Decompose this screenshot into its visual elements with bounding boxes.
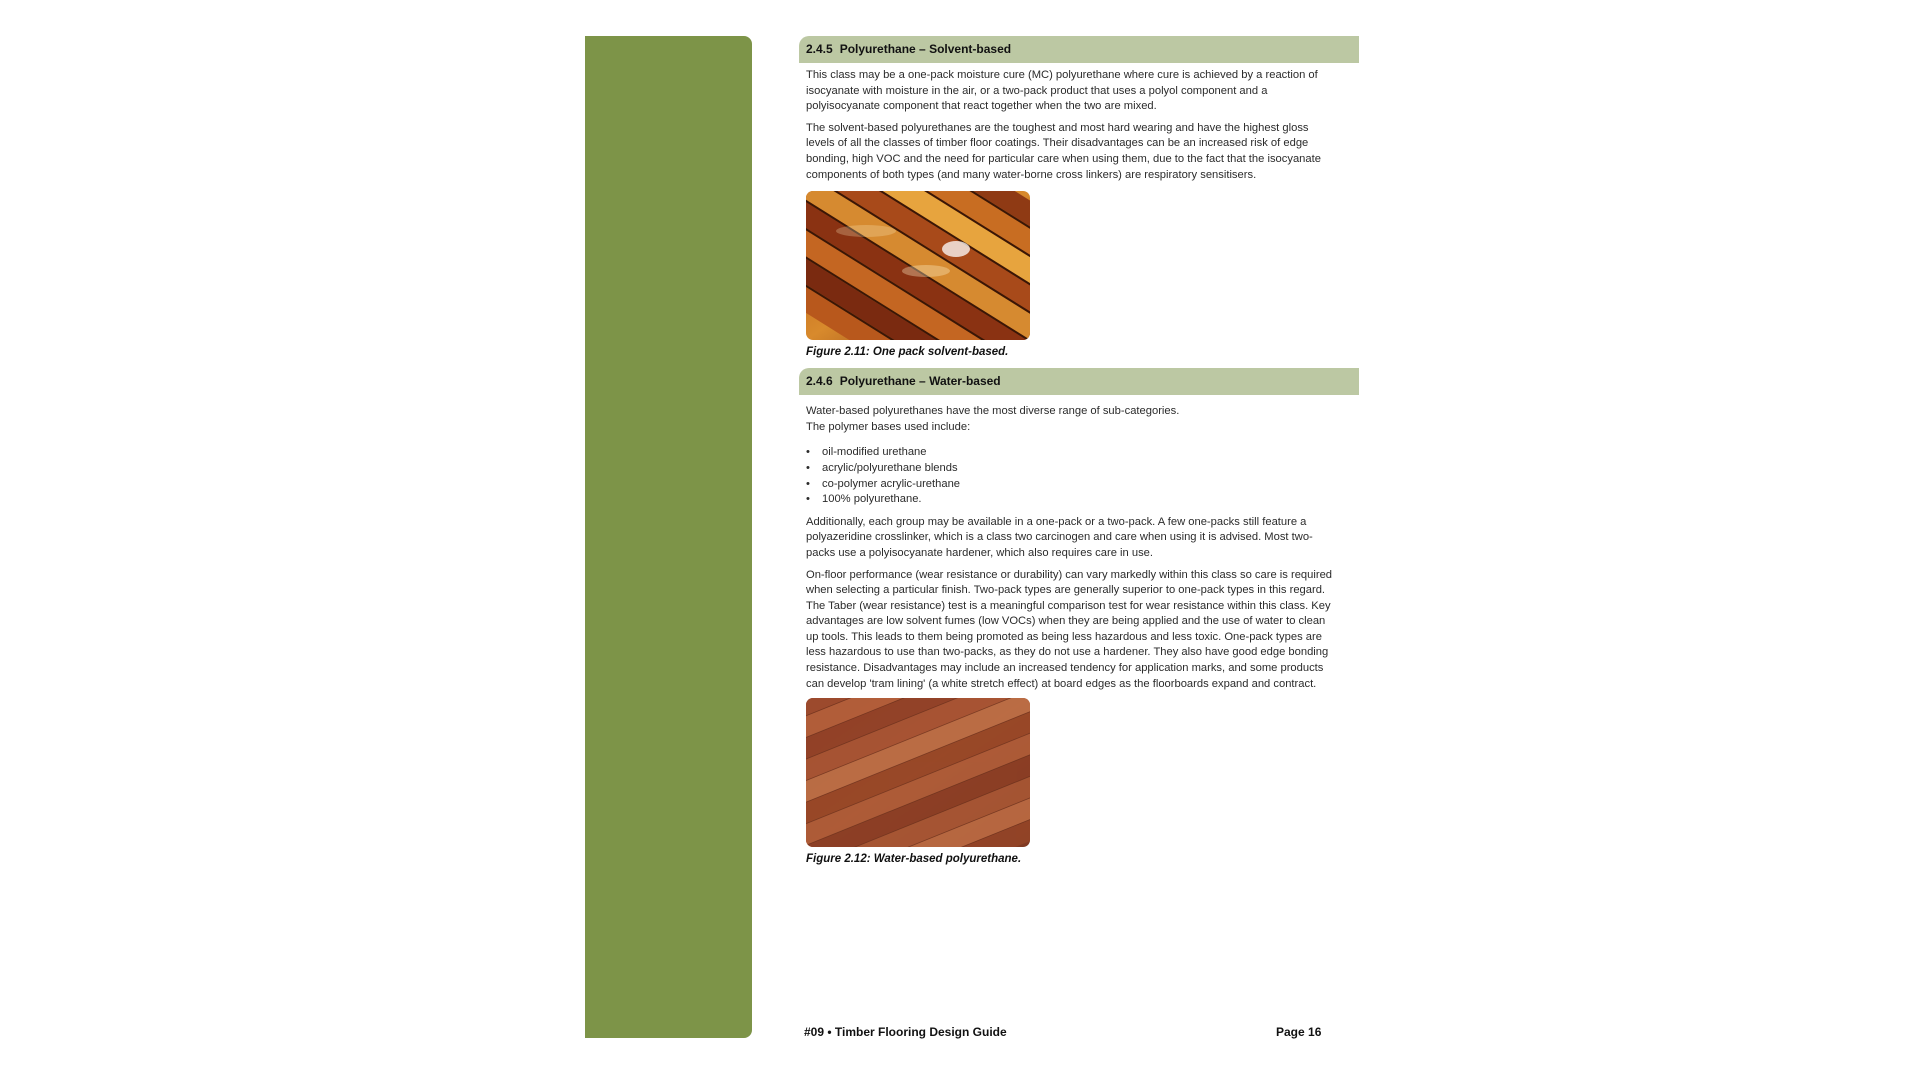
figure-caption: Figure 2.11: One pack solvent-based. [806, 346, 1009, 359]
figure-solvent-floor-photo [806, 191, 1030, 340]
paragraph: The solvent-based polyurethanes are the toughest and most hard wearing and have the highest gloss levels of all the classes of timber floor coatings. Their disadvantages can be an increased risk of edge bonding, high VOC and the need for particular care when using them, due to the fact that the isocyanate components of both types (and many water-borne cross linkers) are respiratory sensitisers. [806, 121, 1321, 181]
figure-caption: Figure 2.12: Water-based polyurethane. [806, 853, 1022, 866]
intro-paragraph: Water-based polyurethanes have the most diverse range of sub-categories. The polymer bases used include: [806, 405, 1180, 433]
water-based-floor-image [806, 698, 1030, 847]
list-item: • oil-modified urethane [806, 445, 1336, 461]
paragraph: On-floor performance (wear resistance or durability) can vary markedly within this class so care is required when selecting a particular finish. Two-pack types are generally superior to one-pack types in this regard. The Taber (wear resistance) test is a meaningful comparison test for wear resistance within this class. Key advantages are low solvent fumes (low VOCs) when they are being applied and the use of water to clean up tools. This leads to them being promoted as being less hazardous and less toxic. One-pack types are less hazardous to use than two-packs, as they do not use a hardener. They also have good edge bonding resistance. Disadvantages may include an increased tendency for application marks, and some products can develop 'tram lining' (a white stretch effect) at board edges as the floorboards expand and contract. [806, 568, 1333, 690]
paragraph: Additionally, each group may be available in a one-pack or a two-pack. A few one-packs still feature a polyazeridine crosslinker, which is a class two carcinogen and care when using it is advised. Most two-packs use a polyisocyanate hardener, which also requires care in use. [806, 515, 1313, 559]
section-title: Polyurethane – Solvent-based [839, 42, 1012, 56]
glossy-deck-boards-image [806, 191, 1030, 340]
list-item: • 100% polyurethane. [806, 492, 1336, 508]
polymer-bases-list [806, 445, 1336, 507]
section-title: Polyurethane – Water-based [839, 374, 1001, 389]
footer-guide-title: #09 • Timber Flooring Design Guide [804, 1025, 1007, 1039]
figure-water-based-floor-photo [806, 698, 1030, 847]
list-item: • acrylic/polyurethane blends [806, 461, 1336, 477]
section-number: 2.4.5 [806, 42, 833, 56]
list-item: • co-polymer acrylic-urethane [806, 477, 1336, 493]
page-content [799, 36, 1359, 865]
section-number: 2.4.6 [806, 374, 833, 389]
green-sidebar-band [585, 36, 752, 1038]
section-heading-2-4-5 [799, 36, 1359, 63]
paragraph: This class may be a one-pack moisture cure (MC) polyurethane where cure is achieved by a reaction of isocyanate with moisture in the air, or a two-pack product that uses a polyol component and a polyisocyanate component that react together when the two are mixed. [806, 69, 1318, 113]
section-heading-2-4-6 [799, 368, 1359, 395]
footer-page-number: Page 16 [1276, 1025, 1322, 1039]
